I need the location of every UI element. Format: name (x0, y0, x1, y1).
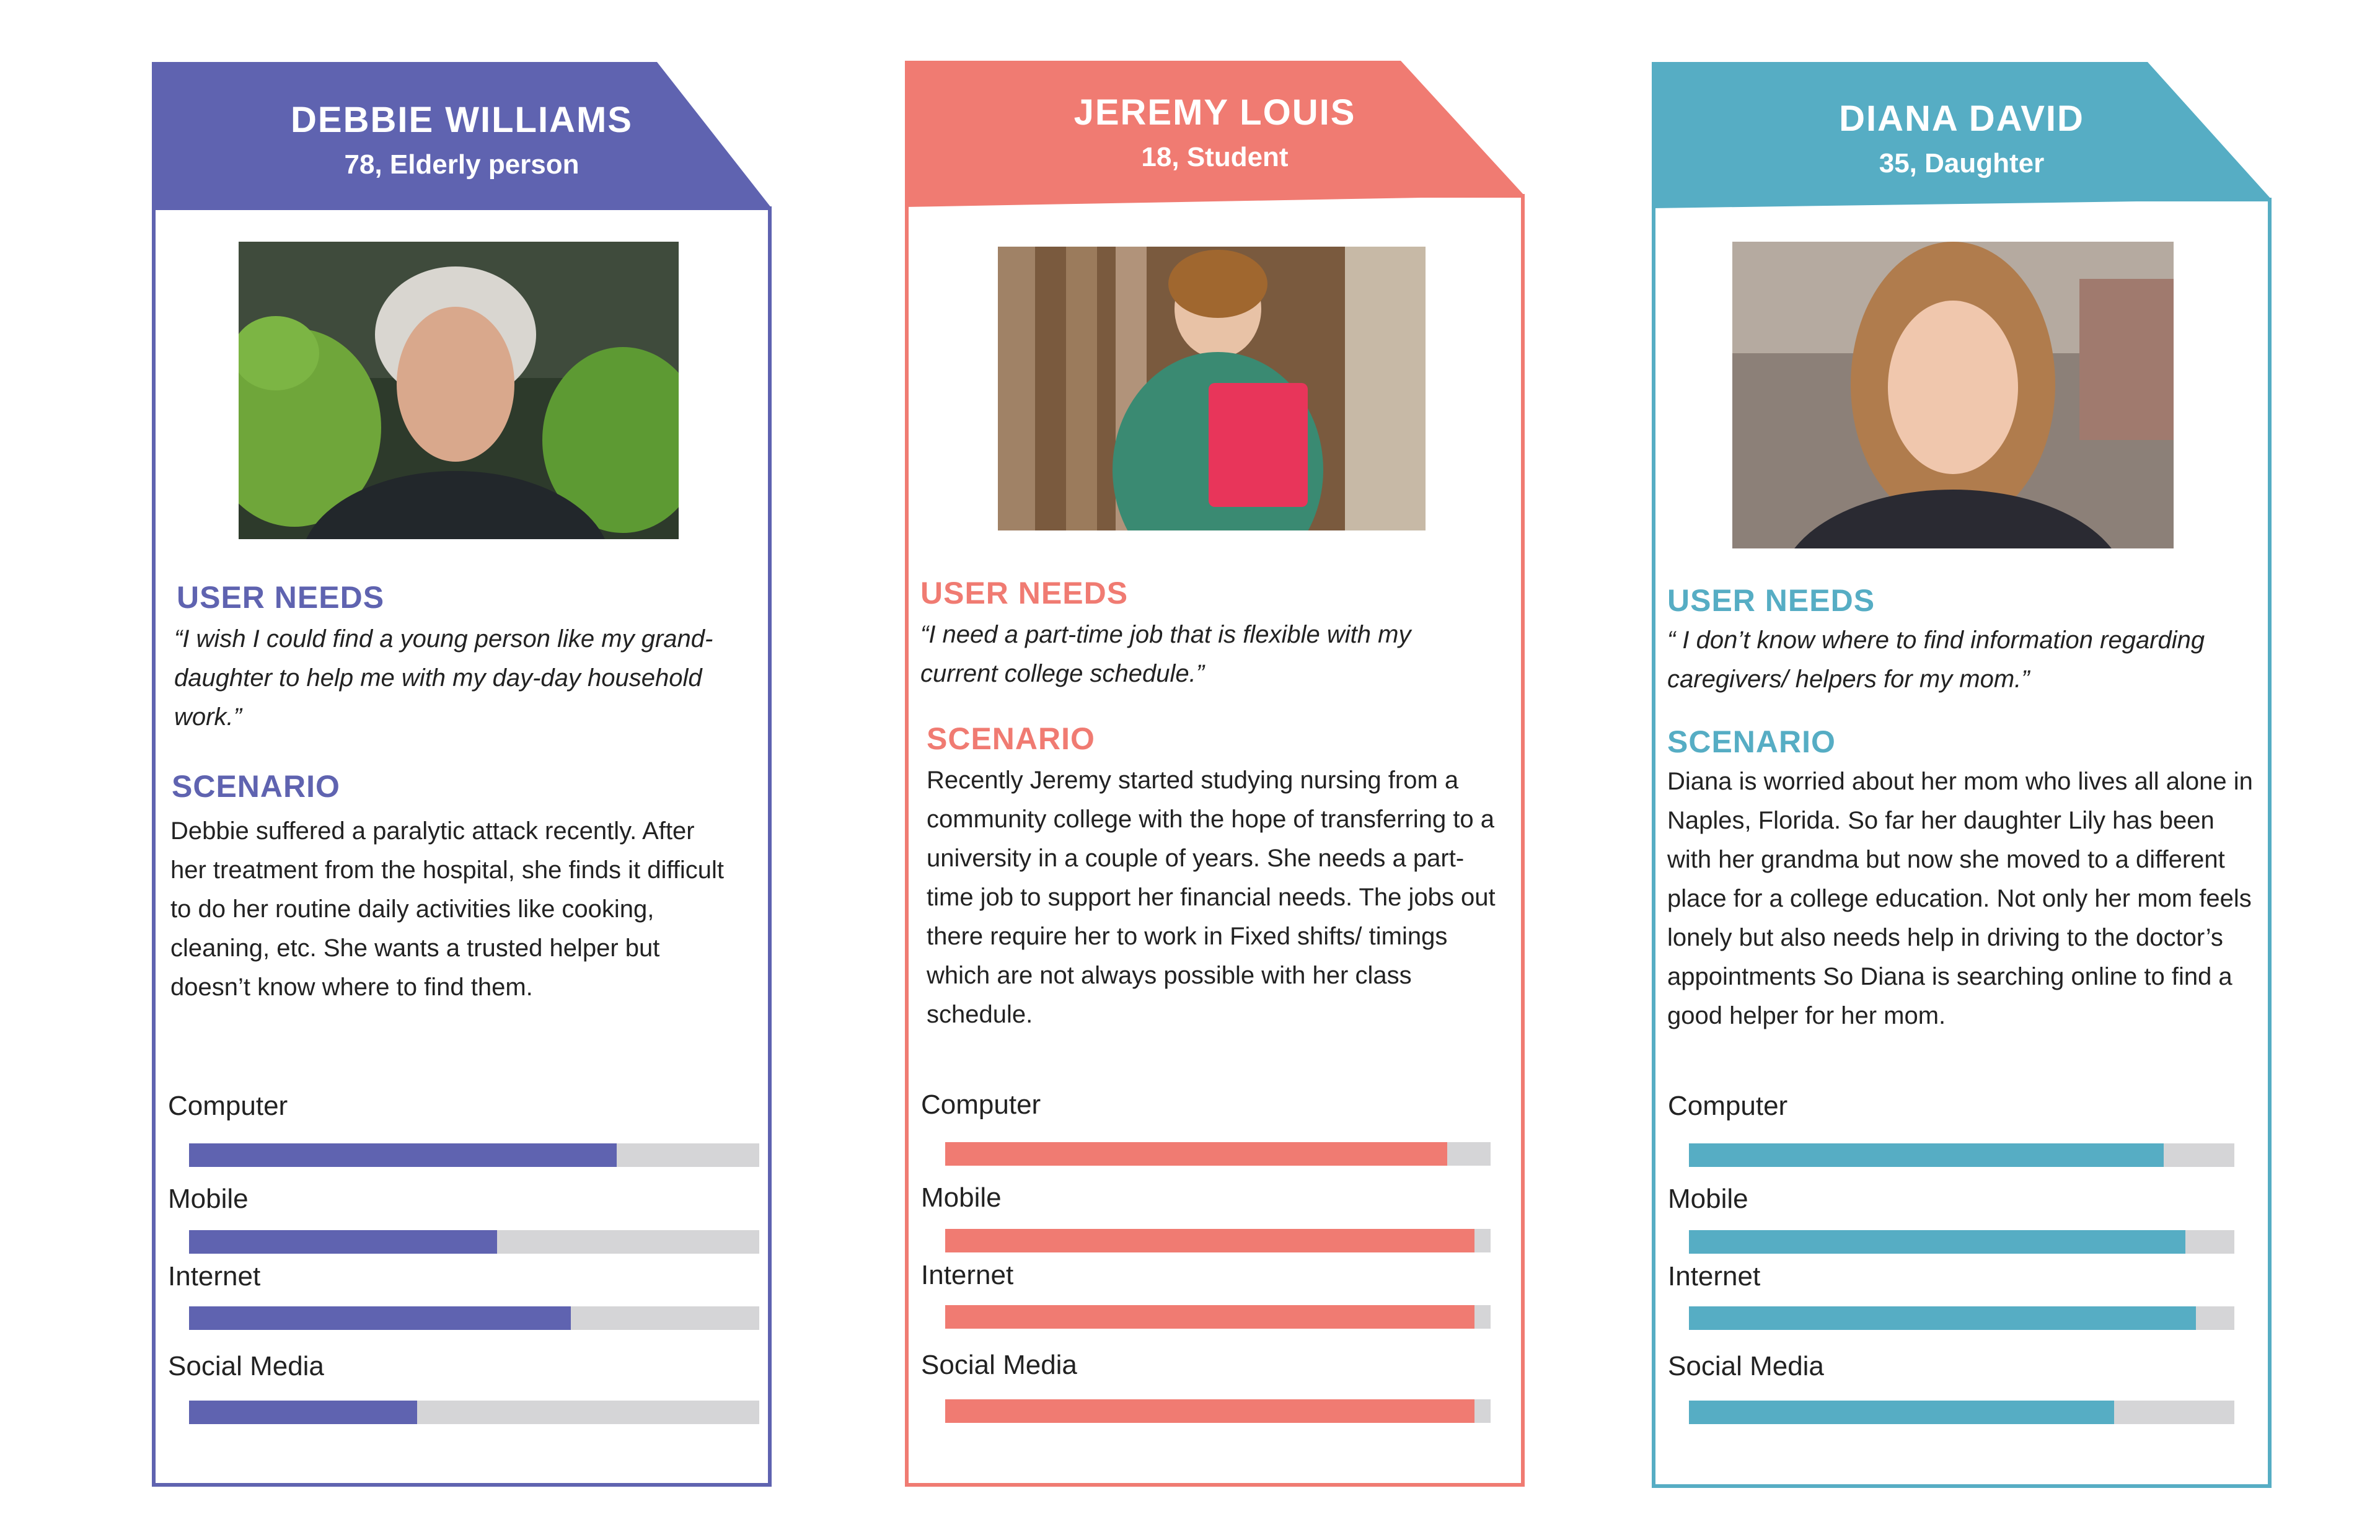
skill-bar-track (1689, 1143, 2234, 1167)
user-needs-quote: “ I don’t know where to find information regarding caregivers/ helpers for my mom.” (1667, 627, 2205, 693)
skill-bar-fill (1689, 1401, 2114, 1424)
skill-label-mobile: Mobile (921, 1182, 1002, 1213)
scenario-heading: SCENARIO (1667, 724, 1836, 759)
skill-bar-fill (945, 1229, 1474, 1252)
scenario-text: Recently Jeremy started studying nursing from a community college with the hope of transferring to a university in a couple of years. She needs a part-time job to support her financial needs. The jobs out there require her to work in Fixed shifts/ timings which are not always possible with her class schedule. (927, 767, 1496, 1028)
card-header (152, 62, 772, 211)
skill-bar-track (945, 1305, 1491, 1329)
persona-card-jeremy (905, 61, 1525, 1486)
skill-label-social-media: Social Media (1668, 1351, 1824, 1381)
skill-bar-fill (945, 1399, 1474, 1423)
persona-subtitle: 78, Elderly person (344, 149, 580, 180)
skill-bar-fill (189, 1306, 571, 1330)
skill-label-computer: Computer (168, 1091, 288, 1121)
scenario-heading: SCENARIO (927, 721, 1095, 756)
card-header (905, 61, 1525, 209)
skill-bar-fill (189, 1401, 417, 1424)
skill-bar-track (1689, 1306, 2234, 1330)
user-needs-quote: “I wish I could find a young person like my grand-daughter to help me with my day-day household work.” (174, 625, 713, 731)
skill-bar-track (189, 1230, 759, 1254)
skill-label-mobile: Mobile (168, 1184, 249, 1214)
persona-subtitle: 18, Student (1141, 142, 1289, 172)
skill-bar-fill (945, 1305, 1474, 1329)
card-header (1652, 62, 2272, 211)
skill-bar-track (1689, 1401, 2234, 1424)
skill-bar-fill (1689, 1306, 2196, 1330)
skill-bar-track (189, 1143, 759, 1167)
student-with-book-portrait-icon (998, 247, 1426, 530)
skill-label-social-media: Social Media (921, 1350, 1077, 1380)
elderly-woman-portrait-icon (239, 242, 679, 539)
persona-name: JEREMY LOUIS (1073, 92, 1356, 133)
skill-label-computer: Computer (1668, 1091, 1788, 1121)
smiling-woman-portrait-icon (1732, 242, 2174, 548)
skill-bar-fill (1689, 1230, 2185, 1254)
user-needs-heading: USER NEEDS (177, 580, 385, 615)
scenario-text: Diana is worried about her mom who lives all alone in Naples, Florida. So far her daughter Lily has been with her grandma but now she moved to a different place for a college education. Not only her mom feels lonely but also needs help in driving to the doctor’s appointments So Diana is searching online to find a good helper for her mom. (1667, 768, 2253, 1029)
persona-name: DEBBIE WILLIAMS (291, 100, 633, 140)
skill-bar-track (189, 1401, 759, 1424)
skill-bar-fill (945, 1142, 1447, 1166)
scenario-heading: SCENARIO (172, 769, 340, 804)
skill-label-internet: Internet (1668, 1261, 1761, 1291)
persona-card-diana (1652, 62, 2272, 1487)
skill-bar-track (189, 1306, 759, 1330)
skill-bar-fill (189, 1230, 497, 1254)
skill-label-social-media: Social Media (168, 1351, 324, 1381)
persona-subtitle: 35, Daughter (1879, 148, 2045, 178)
skill-bar-track (945, 1399, 1491, 1423)
skill-bar-track (945, 1142, 1491, 1166)
user-needs-heading: USER NEEDS (920, 576, 1129, 610)
skill-bar-track (1689, 1230, 2234, 1254)
persona-card-debbie (152, 62, 772, 1487)
persona-name: DIANA DAVID (1839, 99, 2084, 139)
scenario-text: Debbie suffered a paralytic attack recently. After her treatment from the hospital, she finds it difficult to do her routine daily activities like cooking, cleaning, etc. She wants a trusted helper but doesn’t know where to find them. (170, 817, 725, 1001)
skill-label-computer: Computer (921, 1089, 1041, 1120)
skill-label-mobile: Mobile (1668, 1184, 1748, 1214)
skill-bar-fill (1689, 1143, 2164, 1167)
user-needs-quote: “I need a part-time job that is flexible with my current college schedule.” (920, 621, 1411, 687)
skill-bar-track (945, 1229, 1491, 1252)
user-needs-heading: USER NEEDS (1667, 583, 1875, 618)
skill-label-internet: Internet (168, 1261, 261, 1291)
skill-label-internet: Internet (921, 1260, 1014, 1290)
skill-bar-fill (189, 1143, 617, 1167)
